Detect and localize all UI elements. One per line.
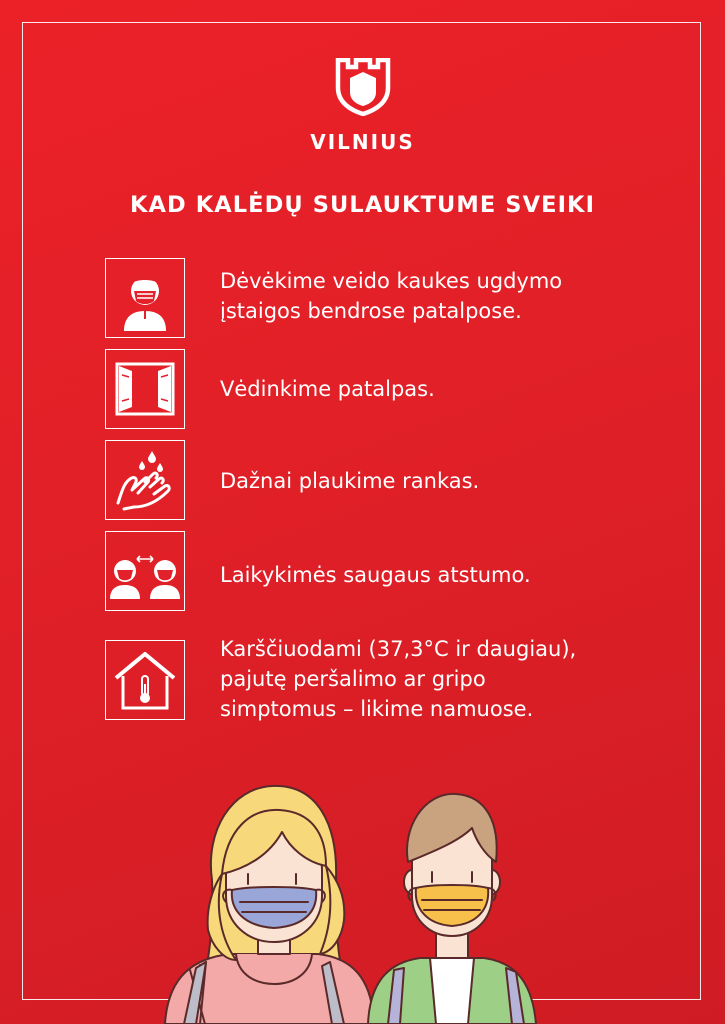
castle-tower-icon [332,58,394,116]
poster-headline: KAD KALĖDŲ SULAUKTUME SVEIKI [129,192,596,218]
rule-line: įstaigos bendrose patalpose. [220,299,522,323]
rule-icon-box-window [105,349,185,429]
rule-line: simptomus – likime namuose. [220,697,534,721]
open-window-icon [114,361,176,417]
rule-line: Dažnai plaukime rankas. [220,469,480,493]
rule-line: pajutę peršalimo ar gripo [220,667,486,691]
person-mask-icon [110,263,180,333]
rule-text-distance [220,560,680,590]
rule-text-stay-home [220,634,680,724]
washing-hands-icon [110,445,180,515]
rule-icon-box-distance [105,531,185,611]
rule-icon-box-hands [105,440,185,520]
house-thermometer-icon [112,648,178,712]
rule-line: Laikykimės saugaus atstumo. [220,563,531,587]
keep-distance-icon [108,541,182,601]
rule-text-mask [220,266,680,326]
logo-wordmark: VILNIUS [310,130,415,154]
rule-icon-box-house [105,640,185,720]
rule-text-hands [220,466,680,496]
masked-children-illustration [0,770,725,1024]
vilnius-logo [0,58,725,154]
rule-icon-box-mask [105,258,185,338]
rule-line: Vėdinkime patalpas. [220,377,435,401]
rule-text-window [220,374,680,404]
rule-line: Karščiuodami (37,3°C ir daugiau), [220,637,577,661]
rule-line: Dėvėkime veido kaukes ugdymo [220,269,563,293]
